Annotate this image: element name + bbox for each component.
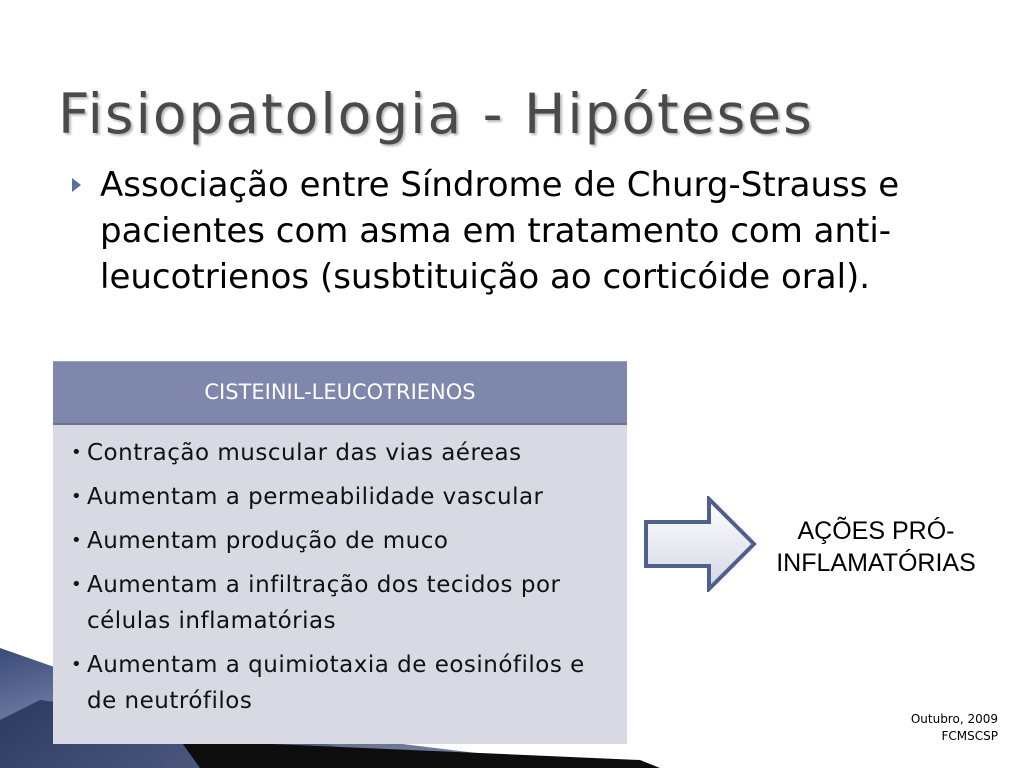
footer-date: Outubro, 2009 <box>910 712 998 726</box>
bullet-dot-icon: • <box>71 654 83 675</box>
list-item <box>71 479 621 515</box>
list-item-text: Aumentam produção de muco <box>87 528 449 554</box>
list-item-text: Contração muscular das vias aéreas <box>87 440 522 466</box>
panel-list <box>71 435 621 727</box>
right-arrow-icon <box>643 496 758 592</box>
bullet-dot-icon: • <box>71 574 83 595</box>
list-item <box>71 523 621 559</box>
list-item-text: Aumentam a permeabilidade vascular <box>87 484 544 510</box>
main-bullet <box>72 162 952 300</box>
footer <box>911 711 998 745</box>
bullet-dot-icon: • <box>71 530 83 551</box>
bullet-dot-icon: • <box>71 486 83 507</box>
action-label-line1: AÇÕES PRÓ- <box>797 517 955 545</box>
panel-header: CISTEINIL-LEUCOTRIENOS <box>53 361 627 425</box>
footer-institution: FCMSCSP <box>941 729 998 743</box>
bullet-dot-icon: • <box>71 442 83 463</box>
bullet-arrow-icon <box>72 178 81 192</box>
action-label <box>754 515 998 579</box>
list-item <box>71 647 621 719</box>
slide-title: Fisiopatologia - Hipóteses <box>58 82 814 146</box>
list-item <box>71 567 621 639</box>
list-item <box>71 435 621 471</box>
leukotriene-panel <box>53 361 627 744</box>
list-item-text: Aumentam a infiltração dos tecidos por células inflamatórias <box>87 572 561 634</box>
main-bullet-text: Associação entre Síndrome de Churg-Strauss e pacientes com asma em tratamento com anti-leucotrienos (susbtituição ao corticóide oral). <box>100 165 900 297</box>
list-item-text: Aumentam a quimiotaxia de eosinófilos e de neutrófilos <box>87 652 585 714</box>
action-label-line2: INFLAMATÓRIAS <box>776 549 976 577</box>
